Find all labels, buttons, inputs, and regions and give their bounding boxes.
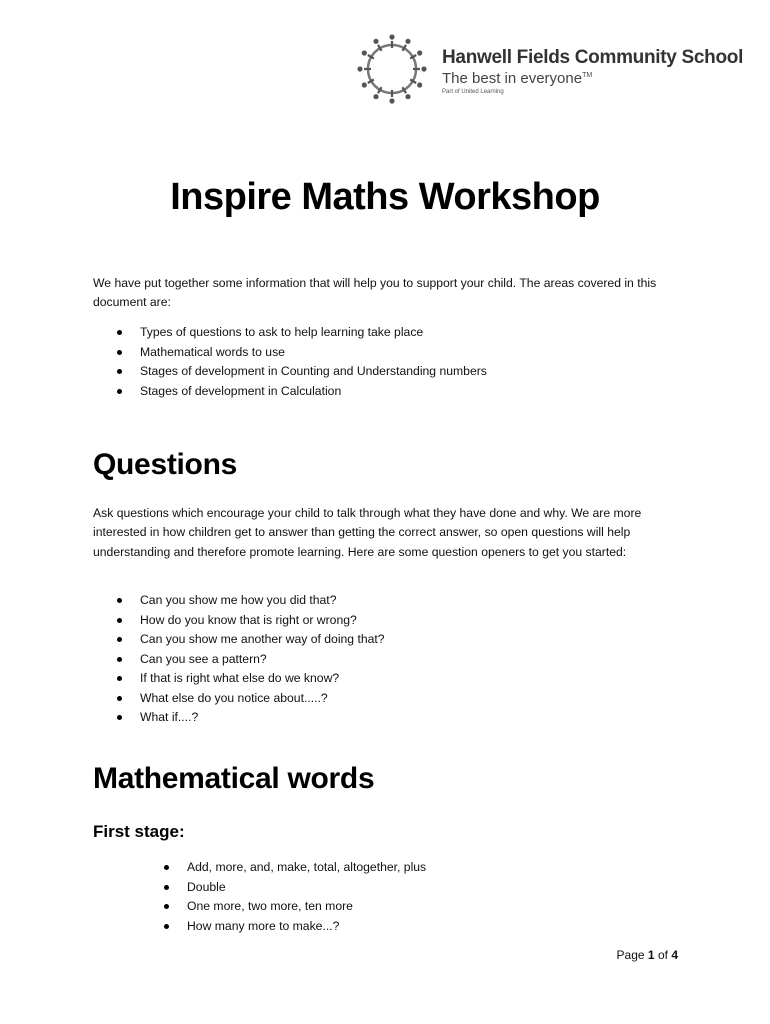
school-name: Hanwell Fields Community School [442, 47, 744, 68]
bullet-icon [164, 865, 169, 870]
list-item: What else do you notice about.....? [140, 689, 385, 709]
bullet-icon [117, 637, 122, 642]
bullet-icon [117, 715, 122, 720]
circle-of-children-icon [356, 33, 428, 105]
total-pages: 4 [671, 948, 678, 962]
bullet-icon [117, 676, 122, 681]
question-openers-list [140, 591, 385, 728]
list-item: How many more to make...? [187, 917, 426, 937]
intro-list [140, 323, 487, 401]
list-item: If that is right what else do we know? [140, 669, 385, 689]
questions-heading: Questions [93, 448, 237, 481]
document-title: Inspire Maths Workshop [170, 176, 600, 218]
bullet-icon [117, 618, 122, 623]
first-stage-words-list [187, 858, 426, 936]
trademark-mark: TM [582, 72, 593, 79]
bullet-icon [117, 350, 122, 355]
bullet-icon [117, 389, 122, 394]
list-item: How do you know that is right or wrong? [140, 611, 385, 631]
intro-paragraph: We have put together some information that will help you to support your child. The areas covered in this document are: [93, 276, 657, 310]
list-item: Can you show me another way of doing that? [140, 630, 385, 650]
bullet-icon [164, 924, 169, 929]
bullet-icon [117, 330, 122, 335]
list-item: Add, more, and, make, total, altogether, plus [187, 858, 426, 878]
list-item: Types of questions to ask to help learning take place [140, 323, 487, 343]
bullet-icon [117, 696, 122, 701]
list-item: One more, two more, ten more [187, 897, 426, 917]
bullet-icon [117, 369, 122, 374]
current-page: 1 [647, 948, 655, 962]
list-item: Mathematical words to use [140, 343, 487, 363]
school-logo [356, 33, 744, 105]
logo-text [442, 47, 743, 95]
bullet-icon [164, 904, 169, 909]
first-stage-heading: First stage: [93, 822, 185, 841]
school-tagline: The best in everyone™ [442, 70, 593, 87]
list-item: Can you show me how you did that? [140, 591, 385, 611]
list-item: Stages of development in Calculation [140, 382, 487, 402]
list-item: Can you see a pattern? [140, 650, 385, 670]
bullet-icon [164, 885, 169, 890]
part-of-united-learning: Part of United Learning [442, 89, 504, 95]
bullet-icon [117, 657, 122, 662]
questions-paragraph: Ask questions which encourage your child to talk through what they have done and why. We are more interested in how children get to answer than getting the correct answer, so open questions will help understanding and therefore promote learning. Here are some question openers to get you started: [93, 506, 642, 559]
bullet-icon [117, 598, 122, 603]
list-item: Stages of development in Counting and Understanding numbers [140, 362, 487, 382]
page-number: Page 1 of 4 [616, 948, 678, 962]
mathematical-words-heading: Mathematical words [93, 762, 375, 795]
list-item: What if....? [140, 708, 385, 728]
list-item: Double [187, 878, 426, 898]
